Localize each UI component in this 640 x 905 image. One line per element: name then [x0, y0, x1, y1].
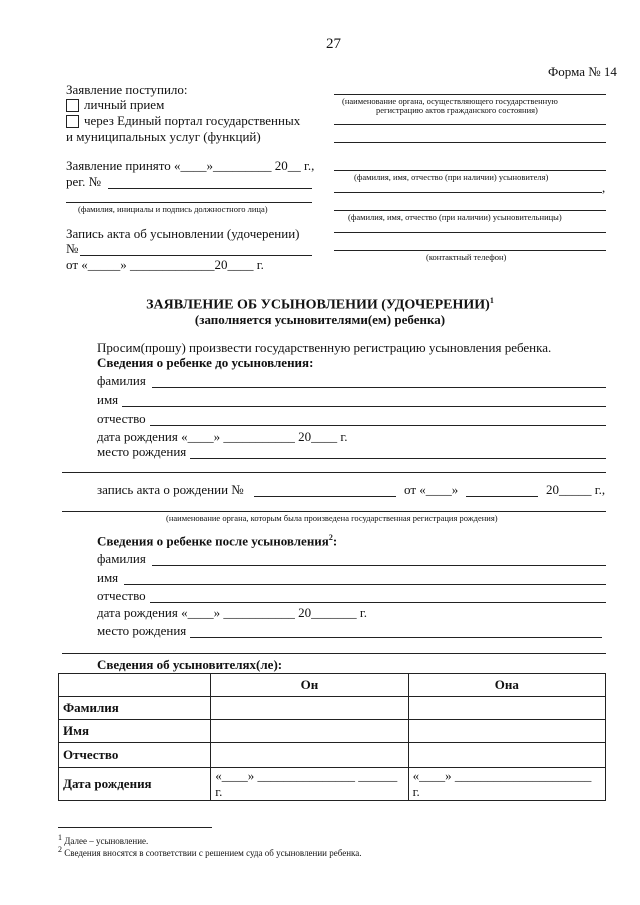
footnote-1-text: Далее – усыновление. — [64, 836, 149, 846]
column-he: Он — [211, 674, 408, 697]
adopter-male-field[interactable] — [334, 170, 606, 171]
footnote-2-mark: 2 — [58, 845, 62, 854]
birth-record-year: 20_____ г., — [546, 482, 606, 497]
he-birth-cell[interactable]: «____» _______________ ______ г. — [211, 768, 408, 801]
row-patronymic-label: Отчество — [59, 743, 211, 768]
before-birth-place-field-2[interactable] — [62, 472, 606, 473]
after-birth-date: дата рождения «____» ___________ 20_______ г. — [97, 605, 367, 620]
birth-record-label: запись акта о рождении № — [97, 482, 244, 497]
before-patronymic-label: отчество — [97, 411, 146, 426]
option-personal-label: личный прием — [84, 97, 165, 112]
phone-caption: (контактный телефон) — [426, 252, 507, 262]
table-header-row — [59, 674, 606, 697]
comma: , — [602, 180, 606, 195]
reg-number-field[interactable] — [108, 188, 312, 189]
before-patronymic-field[interactable] — [150, 425, 606, 426]
organ-caption-1: (наименование органа, осуществляющего государственную — [342, 96, 558, 106]
option-portal-label-1: через Единый портал государственных — [84, 113, 301, 128]
table-corner-cell — [59, 674, 211, 697]
footnote-1-mark: 1 — [58, 833, 62, 842]
official-caption: (фамилия, инициалы и подпись должностного лица) — [78, 204, 268, 214]
birth-record-month-field[interactable] — [466, 496, 538, 497]
row-birth-label: Дата рождения — [59, 768, 211, 801]
adopters-heading: Сведения об усыновителях(ле): — [97, 657, 283, 672]
column-she: Она — [408, 674, 605, 697]
phone-field[interactable] — [334, 250, 606, 251]
after-heading-colon: : — [332, 533, 338, 549]
adopter-female-field-2[interactable] — [334, 232, 606, 233]
act-record-number-label: № — [66, 241, 79, 256]
after-birth-place-field[interactable] — [190, 637, 602, 638]
he-surname-cell[interactable] — [211, 697, 408, 720]
before-heading: Сведения о ребенке до усыновления: — [97, 355, 314, 370]
organ-field-1[interactable] — [334, 94, 606, 95]
official-signature-field[interactable] — [66, 202, 312, 203]
adopter-male-caption: (фамилия, имя, отчество (при наличии) усыновителя) — [354, 172, 549, 182]
organ-field-2[interactable] — [334, 124, 606, 125]
request-text: Просим(прошу) произвести государственную регистрацию усыновления ребенка. — [97, 340, 552, 355]
footnote-ref-1: 1 — [489, 296, 494, 305]
before-surname-field[interactable] — [152, 387, 606, 388]
she-patronymic-cell[interactable] — [408, 743, 605, 768]
document-title-text: ЗАЯВЛЕНИЕ ОБ УСЫНОВЛЕНИИ (УДОЧЕРЕНИИ) — [146, 297, 490, 313]
act-record-date: от «_____» _____________20____ г. — [66, 257, 264, 272]
adopter-male-field-2[interactable] — [334, 192, 602, 193]
she-name-cell[interactable] — [408, 720, 605, 743]
before-surname-label: фамилия — [97, 373, 146, 388]
portal-checkbox[interactable] — [66, 115, 79, 128]
table-row — [59, 697, 606, 720]
adopters-table — [58, 673, 606, 801]
accepted-line: Заявление принято «____»_________ 20__ г., — [66, 158, 315, 173]
organ-field-3[interactable] — [334, 142, 606, 143]
after-birth-place-field-2[interactable] — [62, 653, 606, 654]
received-title: Заявление поступило: — [66, 82, 188, 97]
organ-caption-2: регистрацию актов гражданского состояния) — [376, 105, 538, 115]
page-number: 27 — [326, 36, 341, 52]
footnote-ref-2: 2 — [328, 533, 333, 542]
row-surname-label: Фамилия — [59, 697, 211, 720]
reg-number-label: рег. № — [66, 174, 102, 189]
form-number: Форма № 14 — [548, 64, 617, 79]
after-heading-text: Сведения о ребенке после усыновления — [97, 533, 329, 549]
he-patronymic-cell[interactable] — [211, 743, 408, 768]
act-record-title: Запись акта об усыновлении (удочерении) — [66, 226, 300, 241]
option-portal-label-2: и муниципальных услуг (функций) — [66, 129, 261, 144]
act-record-number-field[interactable] — [80, 255, 312, 256]
footnote-2 — [58, 845, 362, 858]
after-patronymic-field[interactable] — [150, 602, 606, 603]
footnote-2-text: Сведения вносятся в соответствии с решением суда об усыновлении ребенка. — [64, 848, 362, 858]
birth-organ-caption: (наименование органа, которым была произведена государственная регистрация рождения) — [166, 513, 498, 523]
before-name-label: имя — [97, 392, 119, 407]
before-name-field[interactable] — [122, 406, 606, 407]
after-patronymic-label: отчество — [97, 588, 146, 603]
birth-record-number-field[interactable] — [254, 496, 396, 497]
adopter-female-caption: (фамилия, имя, отчество (при наличии) усыновительницы) — [348, 212, 562, 222]
table-row — [59, 743, 606, 768]
after-heading — [97, 533, 337, 549]
after-surname-field[interactable] — [152, 565, 606, 566]
after-name-field[interactable] — [124, 584, 606, 585]
birth-record-from: от «____» — [404, 482, 459, 497]
he-name-cell[interactable] — [211, 720, 408, 743]
after-name-label: имя — [97, 570, 119, 585]
adopter-female-field[interactable] — [334, 210, 606, 211]
footnote-separator — [58, 827, 212, 828]
after-surname-label: фамилия — [97, 551, 146, 566]
before-birth-place-label: место рождения — [97, 444, 187, 459]
birth-organ-field[interactable] — [62, 511, 606, 512]
document-title — [0, 296, 640, 314]
after-birth-place-label: место рождения — [97, 623, 187, 638]
before-birth-place-field[interactable] — [190, 458, 606, 459]
personal-checkbox[interactable] — [66, 99, 79, 112]
she-surname-cell[interactable] — [408, 697, 605, 720]
table-row — [59, 720, 606, 743]
table-row — [59, 768, 606, 801]
before-birth-date: дата рождения «____» ___________ 20____ г. — [97, 429, 348, 444]
she-birth-cell[interactable]: «____» _____________________ г. — [408, 768, 605, 801]
row-name-label: Имя — [59, 720, 211, 743]
document-subtitle: (заполняется усыновителями(ем) ребенка) — [194, 312, 446, 327]
